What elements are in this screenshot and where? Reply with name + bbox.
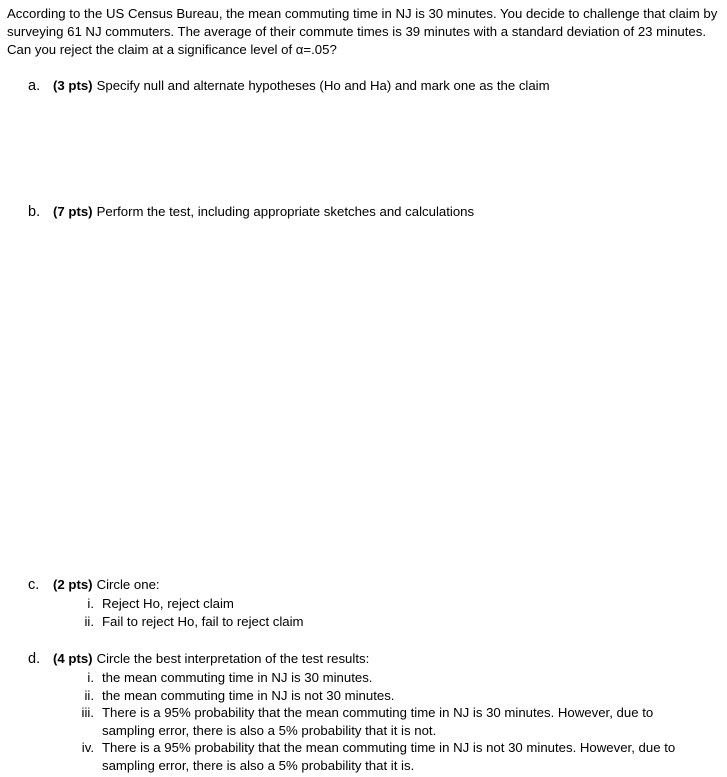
problem-statement: According to the US Census Bureau, the mean commuting time in NJ is 30 minutes. You decide to challenge that claim by surveying 61 NJ commuters. The average of their commute times is 39 minutes with a standard deviation of 23 minutes. Can you reject the claim at a significance level of α=.05? bbox=[7, 6, 718, 57]
option-number: ii. bbox=[84, 613, 94, 629]
answer-option[interactable] bbox=[28, 704, 708, 739]
answer-options bbox=[28, 595, 708, 630]
option-text: Fail to reject Ho, fail to reject claim bbox=[102, 613, 304, 629]
answer-option[interactable] bbox=[28, 595, 708, 613]
question-points: (7 pts) bbox=[53, 204, 93, 219]
option-text: There is a 95% probability that the mean commuting time in NJ is 30 minutes. However, due to sampling error, there is also a 5% probability that it is not. bbox=[102, 705, 654, 738]
question-b bbox=[28, 203, 708, 221]
question-letter: d. bbox=[28, 651, 41, 667]
answer-option[interactable] bbox=[28, 669, 708, 687]
question-points: (4 pts) bbox=[53, 651, 93, 666]
option-text: the mean commuting time in NJ is 30 minutes. bbox=[102, 670, 373, 685]
option-number: ii. bbox=[84, 687, 94, 703]
question-points: (3 pts) bbox=[53, 78, 93, 93]
answer-option[interactable] bbox=[28, 687, 708, 705]
question-a bbox=[28, 77, 708, 95]
answer-options bbox=[28, 669, 708, 774]
answer-option[interactable] bbox=[28, 739, 708, 774]
question-letter: b. bbox=[28, 204, 41, 220]
question-text: Perform the test, including appropriate sketches and calculations bbox=[96, 204, 475, 219]
option-number: iv. bbox=[81, 740, 94, 755]
option-text: the mean commuting time in NJ is not 30 minutes. bbox=[102, 687, 395, 703]
question-c bbox=[28, 576, 708, 630]
question-text: Specify null and alternate hypotheses (Ho and Ha) and mark one as the claim bbox=[96, 78, 550, 93]
question-d bbox=[28, 650, 708, 774]
answer-option[interactable] bbox=[28, 613, 708, 631]
option-text: There is a 95% probability that the mean commuting time in NJ is not 30 minutes. However, due to sampling error, there is also a 5% probability that it is. bbox=[102, 740, 676, 773]
question-letter: a. bbox=[28, 78, 41, 94]
option-text: Reject Ho, reject claim bbox=[102, 596, 234, 611]
option-number: i. bbox=[87, 670, 94, 685]
option-number: i. bbox=[87, 596, 94, 611]
option-number: iii. bbox=[81, 705, 94, 720]
question-letter: c. bbox=[28, 577, 40, 593]
question-points: (2 pts) bbox=[53, 577, 93, 592]
question-text: Circle the best interpretation of the test results: bbox=[96, 651, 370, 666]
question-text: Circle one: bbox=[96, 577, 160, 592]
